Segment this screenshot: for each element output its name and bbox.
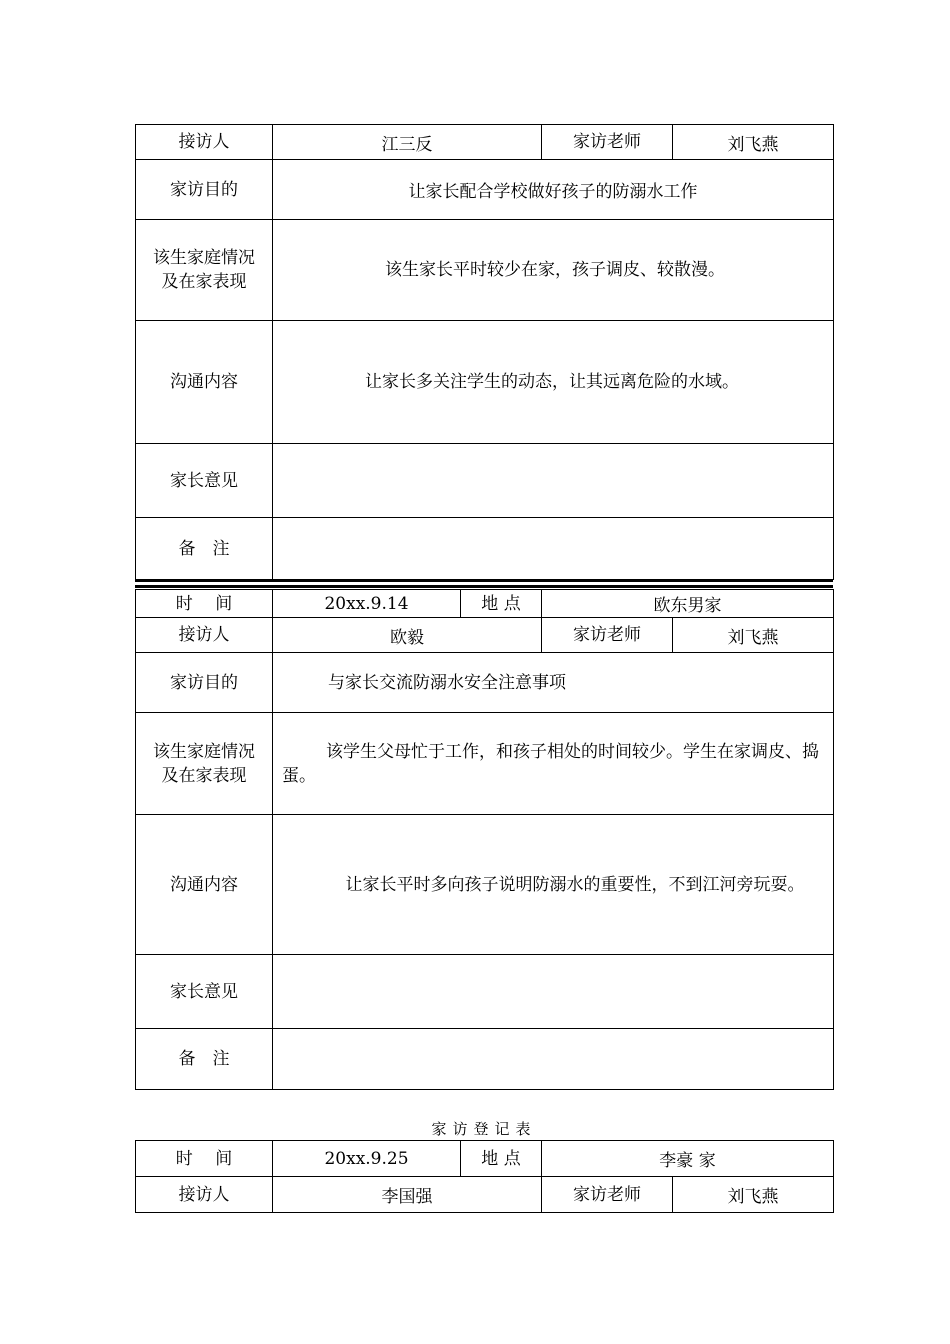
visitee-label: 接访人 [136,125,273,160]
place-value: 李豪 家 [542,1141,834,1177]
family-value: 该学生父母忙于工作，和孩子相处的时间较少。学生在家调皮、捣蛋。 [273,713,834,815]
remarks-label: 备 注 [136,1029,273,1090]
place-label: 地 点 [461,1141,542,1177]
parent-opinion-label: 家长意见 [136,444,273,518]
family-value: 该生家长平时较少在家，孩子调皮、较散漫。 [273,220,834,321]
content-value: 让家长平时多向孩子说明防溺水的重要性，不到江河旁玩耍。 [273,815,834,955]
visitee-label: 接访人 [136,618,273,653]
time-label: 时 间 [136,1141,273,1177]
content-value: 让家长多关注学生的动态，让其远离危险的水域。 [273,321,834,444]
visit-record-3 [135,1140,834,1213]
purpose-value: 让家长配合学校做好孩子的防溺水工作 [273,160,834,220]
double-rule-bottom [135,585,833,588]
parent-opinion-value [273,444,834,518]
double-rule-top [135,579,833,582]
teacher-label: 家访老师 [542,125,673,160]
visitee-value: 欧毅 [273,618,542,653]
teacher-value: 刘飞燕 [673,618,834,653]
teacher-label: 家访老师 [542,618,673,653]
visit-record-2 [135,589,834,1090]
visit-record-1 [135,124,834,580]
time-value: 20xx.9.14 [273,590,461,618]
visitee-value: 江三反 [273,125,542,160]
time-label: 时 间 [136,590,273,618]
section-title: 家访登记表 [431,1120,537,1138]
visitee-value: 李国强 [273,1177,542,1213]
parent-opinion-value [273,955,834,1029]
purpose-label: 家访目的 [136,160,273,220]
teacher-label: 家访老师 [542,1177,673,1213]
teacher-value: 刘飞燕 [673,1177,834,1213]
content-label: 沟通内容 [136,321,273,444]
family-label: 该生家庭情况及在家表现 [136,713,273,815]
content-label: 沟通内容 [136,815,273,955]
family-label: 该生家庭情况及在家表现 [136,220,273,321]
remarks-label: 备 注 [136,518,273,580]
teacher-value: 刘飞燕 [673,125,834,160]
parent-opinion-label: 家长意见 [136,955,273,1029]
purpose-value: 与家长交流防溺水安全注意事项 [273,653,834,713]
visitee-label: 接访人 [136,1177,273,1213]
place-value: 欧东男家 [542,590,834,618]
remarks-value [273,518,834,580]
place-label: 地 点 [461,590,542,618]
remarks-value [273,1029,834,1090]
time-value: 20xx.9.25 [273,1141,461,1177]
purpose-label: 家访目的 [136,653,273,713]
